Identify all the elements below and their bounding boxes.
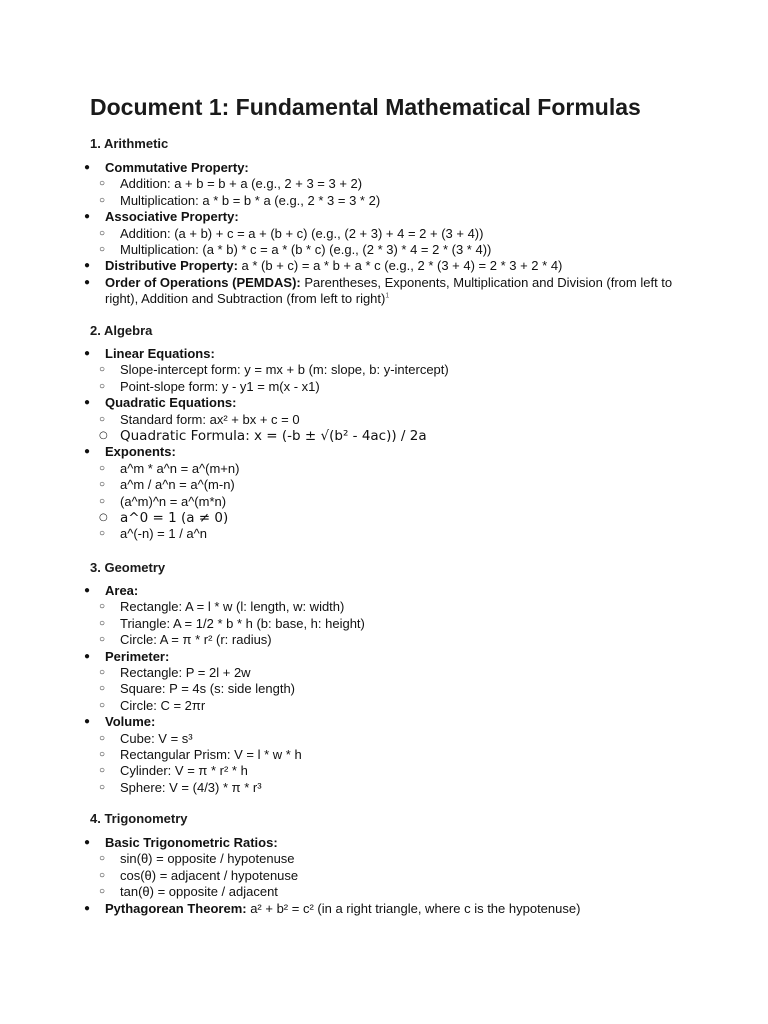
geometry-list <box>0 583 768 796</box>
sub-list-item: ○ Rectangle: A = l * w (l: length, w: width) <box>0 599 768 615</box>
sub-list-item: ○ a^m * a^n = a^(m+n) <box>0 461 768 477</box>
list-item <box>0 395 768 411</box>
section-heading-trigonometry: 4. Trigonometry <box>90 811 188 826</box>
item-label: Linear Equations: <box>105 346 215 361</box>
item-label: Area: <box>105 583 139 598</box>
sub-list-item: ○ sin(θ) = opposite / hypotenuse <box>0 851 768 867</box>
document-title: Document 1: Fundamental Mathematical Formulas <box>90 94 641 120</box>
sub-list-item: ○ Multiplication: a * b = b * a (e.g., 2 * 3 = 3 * 2) <box>0 193 768 209</box>
sub-list-item: ○ a^m / a^n = a^(m-n) <box>0 477 768 493</box>
sub-list-item: ○ Addition: a + b = b + a (e.g., 2 + 3 = 3 + 2) <box>0 176 768 192</box>
list-item <box>0 258 768 274</box>
item-label: Perimeter: <box>105 648 170 664</box>
list-item <box>0 160 768 176</box>
item-label: Exponents: <box>105 444 176 460</box>
list-item <box>0 209 768 225</box>
arithmetic-list <box>0 160 768 308</box>
item-label: Basic Trigonometric Ratios: <box>105 835 278 850</box>
algebra-list <box>0 346 768 543</box>
sub-list-item: ○ Circle: C = 2πr <box>0 698 768 714</box>
sub-list-item: ○ Cube: V = s³ <box>0 731 768 747</box>
list-item <box>0 649 768 665</box>
item-label: Order of Operations (PEMDAS): <box>105 274 301 290</box>
list-item <box>0 714 768 730</box>
sub-list-item: ○ Slope-intercept form: y = mx + b (m: slope, b: y-intercept) <box>0 362 768 378</box>
sub-list-item: ○ tan(θ) = opposite / adjacent <box>0 884 768 900</box>
sub-list-item: ○ Addition: (a + b) + c = a + (b + c) (e.g., (2 + 3) + 4 = 2 + (3 + 4)) <box>0 226 768 242</box>
list-item <box>0 901 768 917</box>
sub-list-item: ○ a^(-n) = 1 / a^n <box>0 526 768 542</box>
sub-list-item: ○ Triangle: A = 1/2 * b * h (b: base, h: height) <box>0 616 768 632</box>
section-heading-geometry: 3. Geometry <box>90 560 166 575</box>
item-label: Distributive Property: <box>105 258 238 274</box>
item-label: Pythagorean Theorem: <box>105 900 247 916</box>
item-text: Parentheses, Exponents, Multiplication and Division (from left to right), Addition and Subtraction (from left to right) <box>105 274 673 307</box>
section-heading-arithmetic: 1. Arithmetic <box>90 136 169 151</box>
item-label: Commutative Property: <box>105 160 249 175</box>
trigonometry-list <box>0 835 768 917</box>
list-item <box>0 346 768 362</box>
sub-list-item: ○ Rectangle: P = 2l + 2w <box>0 665 768 681</box>
sub-list-item: ○ Quadratic Formula: x = (-b ± √(b² - 4ac)) / 2a <box>0 428 768 444</box>
list-item <box>0 583 768 599</box>
sub-list-item: ○ a^0 = 1 (a ≠ 0) <box>0 510 768 526</box>
sub-list-item: ○ Circle: A = π * r² (r: radius) <box>0 632 768 648</box>
sub-list-item: ○ Cylinder: V = π * r² * h <box>0 763 768 779</box>
item-label: Quadratic Equations: <box>105 395 237 411</box>
sub-list-item: ○ Rectangular Prism: V = l * w * h <box>0 747 768 763</box>
list-item <box>0 444 768 460</box>
sub-list-item: ○ Sphere: V = (4/3) * π * r³ <box>0 780 768 796</box>
sub-list-item: ○ Standard form: ax² + bx + c = 0 <box>0 412 768 428</box>
sub-list-item: ○ Point-slope form: y - y1 = m(x - x1) <box>0 379 768 395</box>
sub-list-item: ○ cos(θ) = adjacent / hypotenuse <box>0 868 768 884</box>
list-item <box>0 835 768 851</box>
sub-list-item: ○ Square: P = 4s (s: side length) <box>0 681 768 697</box>
item-text: a * (b + c) = a * b + a * c (e.g., 2 * (3 + 4) = 2 * 3 + 2 * 4) <box>237 258 563 274</box>
item-label: Volume: <box>105 714 156 730</box>
section-heading-algebra: 2. Algebra <box>90 323 153 338</box>
footnote-marker[interactable]: 1 <box>385 292 390 300</box>
list-item <box>0 275 768 308</box>
item-label: Associative Property: <box>105 209 239 225</box>
sub-list-item: ○ (a^m)^n = a^(m*n) <box>0 494 768 510</box>
item-text: a² + b² = c² (in a right triangle, where c is the hypotenuse) <box>246 900 581 916</box>
sub-list-item: ○ Multiplication: (a * b) * c = a * (b * c) (e.g., (2 * 3) * 4 = 2 * (3 * 4)) <box>0 242 768 258</box>
